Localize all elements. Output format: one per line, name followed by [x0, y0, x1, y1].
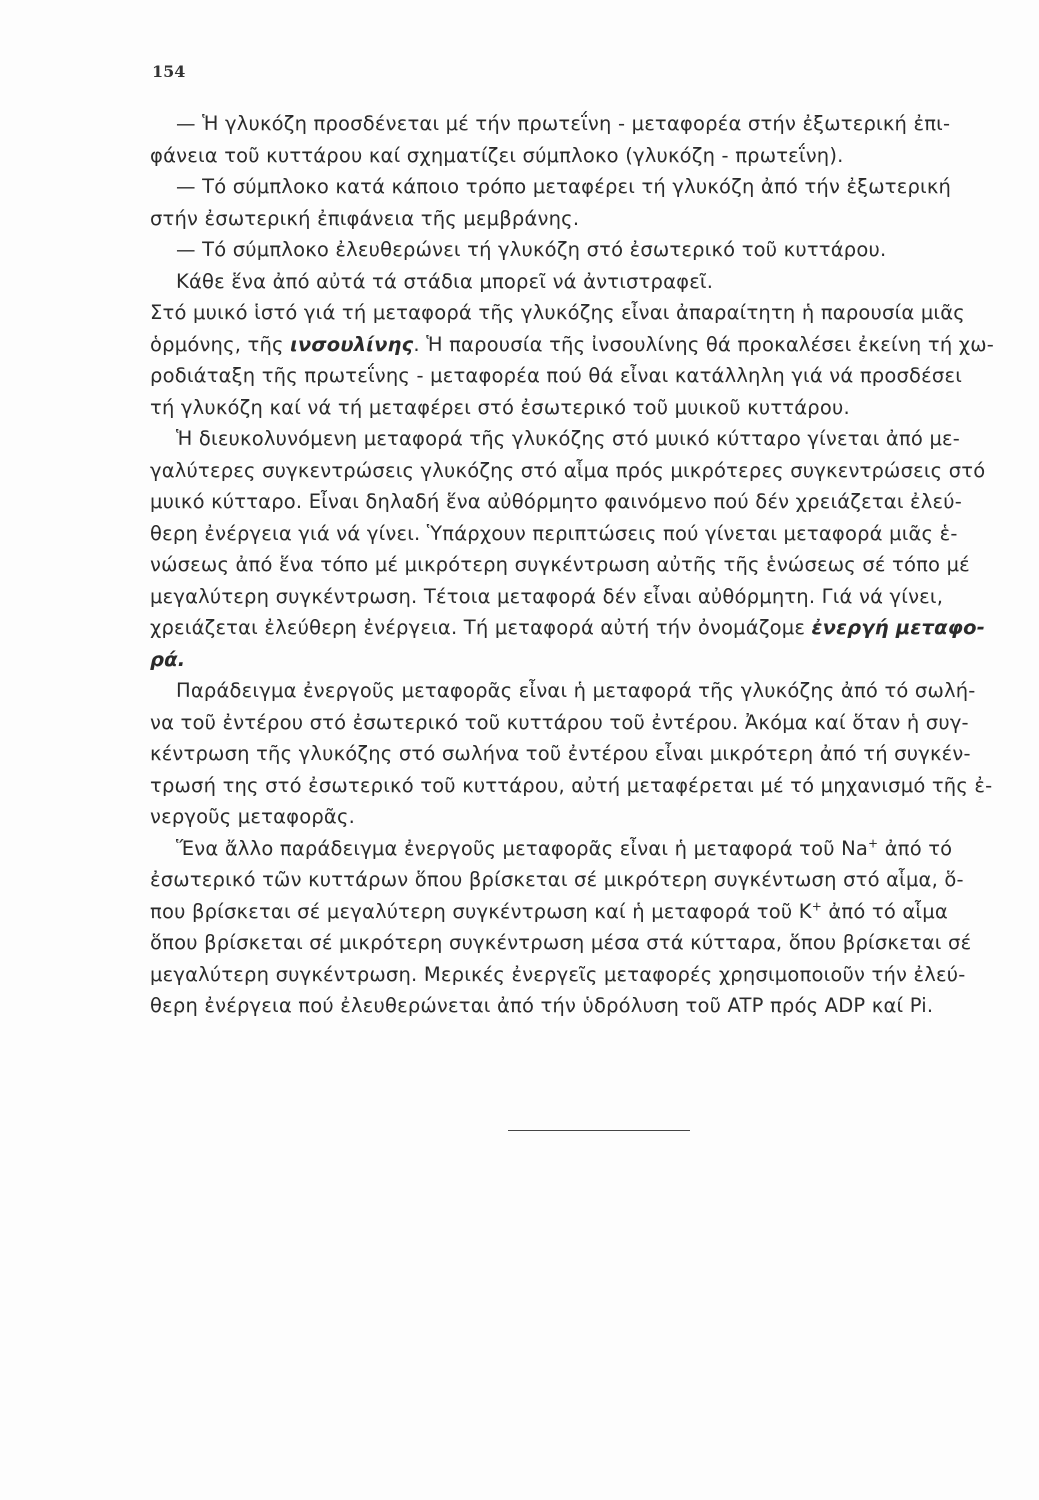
text-line: — Τό σύμπλοκο ἐλευθερώνει τή γλυκόζη στό ἐσωτερικό τοῦ κυττάρου.: [176, 238, 887, 261]
text-line: ἐσωτερικό τῶν κυττάρων ὅπου βρίσκεται σέ μικρότερη συγκέντωση στό αἷμα, ὅ-: [150, 868, 964, 891]
text-line: στήν ἐσωτερική ἐπιφάνεια τῆς μεμβράνης.: [150, 206, 580, 230]
text-line: τρωσή της στό ἐσωτερικό τοῦ κυττάρου, αὐτή μεταφέρεται μέ τό μηχανισμό τῆς ἐ-: [150, 773, 993, 797]
text-line: μεγαλύτερη συγκέντρωση. Τέτοια μεταφορά δέν εἶναι αὐθόρμητη. Γιά νά γίνει,: [150, 584, 944, 608]
text-line: νεργοῦς μεταφορᾶς.: [150, 805, 356, 828]
text-fragment: ὁρμόνης, τῆς: [150, 332, 291, 356]
text-fragment: που βρίσκεται σέ μεγαλύτερη συγκέντρωση καί ἡ μεταφορά τοῦ K: [150, 899, 812, 923]
text-line: τή γλυκόζη καί νά τή μεταφέρει στό ἐσωτερικό τοῦ μυικοῦ κυττάρου.: [150, 395, 850, 419]
text-line: ὅπου βρίσκεται σέ μικρότερη συγκέντρωση μέσα στά κύτταρα, ὅπου βρίσκεται σέ: [150, 931, 972, 954]
text-line: [150, 612, 1012, 644]
text-line: μυικό κύτταρο. Εἶναι δηλαδή ἕνα αὐθόρμητο φαινόμενο πού δέν χρειάζεται ἐλεύ-: [150, 490, 962, 513]
text-line: [150, 329, 1012, 361]
text-line: θερη ἐνέργεια γιά νά γίνει. Ὑπάρχουν περιπτώσεις πού γίνεται μεταφορά μιᾶς ἑ-: [150, 521, 958, 545]
text-line: φάνεια τοῦ κυττάρου καί σχηματίζει σύμπλοκο (γλυκόζη - πρωτεΐνη).: [150, 143, 844, 167]
text-line: γαλύτερες συγκεντρώσεις γλυκόζης στό αἷμα πρός μικρότερες συγκεντρώσεις στό: [150, 458, 986, 482]
superscript: +: [868, 836, 879, 850]
text-line: [150, 833, 1012, 865]
body-text: [150, 108, 1012, 1022]
text-line: Κάθε ἕνα ἀπό αὐτά τά στάδια μπορεῖ νά ἀντιστραφεῖ.: [176, 269, 714, 293]
text-line: Στό μυικό ἱστό γιά τή μεταφορά τῆς γλυκόζης εἶναι ἀπαραίτητη ἡ παρουσία μιᾶς: [150, 301, 965, 324]
superscript: +: [811, 899, 822, 913]
text-line: — Ἡ γλυκόζη προσδένεται μέ τήν πρωτεΐνη - μεταφορέα στήν ἐξωτερική ἐπι-: [176, 112, 951, 135]
text-fragment: Ἕνα ἄλλο παράδειγμα ἐνεργοῦς μεταφορᾶς εἶναι ἡ μεταφορά τοῦ Na: [176, 836, 869, 860]
text-line: να τοῦ ἐντέρου στό ἐσωτερικό τοῦ κυττάρου τοῦ ἐντέρου. Ἀκόμα καί ὅταν ἡ συγ-: [150, 710, 969, 734]
text-line: ρά.: [150, 647, 186, 671]
text-line: Ἡ διευκολυνόμενη μεταφορά τῆς γλυκόζης στό μυικό κύτταρο γίνεται ἀπό με-: [176, 427, 961, 450]
text-line: — Τό σύμπλοκο κατά κάποιο τρόπο μεταφέρει τή γλυκόζη ἀπό τήν ἐξωτερική: [176, 175, 952, 198]
page-number: 154: [152, 62, 186, 81]
emphasized-term: ινσουλίνης: [290, 332, 414, 356]
text-fragment: ἀπό τό: [878, 836, 953, 860]
text-line: ροδιάταξη τῆς πρωτεΐνης - μεταφορέα πού θά εἶναι κατάλληλη γιά νά προσδέσει: [150, 364, 963, 387]
text-fragment: . Ἡ παρουσία τῆς ἰνσουλίνης θά προκαλέσει ἐκείνη τή χω-: [413, 332, 995, 356]
text-fragment: ἀπό τό αἷμα: [821, 899, 948, 923]
text-line: [150, 896, 1012, 928]
footer-divider: [508, 1130, 690, 1131]
text-line: μεγαλύτερη συγκέντρωση. Μερικές ἐνεργεῖς μεταφορές χρησιμοποιοῦν τήν ἐλεύ-: [150, 962, 966, 986]
text-line: κέντρωση τῆς γλυκόζης στό σωλήνα τοῦ ἐντέρου εἶναι μικρότερη ἀπό τή συγκέν-: [150, 742, 971, 765]
text-line: νώσεως ἀπό ἕνα τόπο μέ μικρότερη συγκέντρωση αὐτῆς τῆς ἑνώσεως σέ τόπο μέ: [150, 553, 970, 576]
text-line: Παράδειγμα ἐνεργοῦς μεταφορᾶς εἶναι ἡ μεταφορά τῆς γλυκόζης ἀπό τό σωλή-: [176, 679, 976, 702]
text-fragment: χρειάζεται ἐλεύθερη ἐνέργεια. Τή μεταφορά αὐτή τήν ὀνομάζομε: [150, 616, 812, 639]
text-line: θερη ἐνέργεια πού ἐλευθερώνεται ἀπό τήν ὑδρόλυση τοῦ ATP πρός ADP καί Pi.: [150, 994, 934, 1017]
emphasized-term: ἐνεργή μεταφο-: [811, 616, 986, 639]
